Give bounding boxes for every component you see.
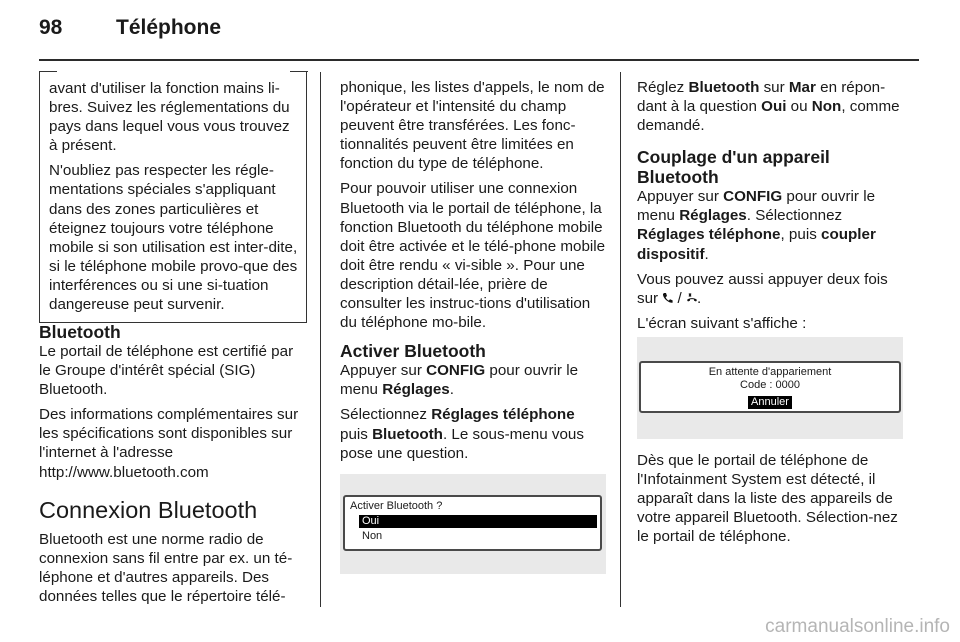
option-no[interactable]: Non [362, 530, 383, 542]
pairing-dialog [639, 361, 901, 413]
bluetooth-paragraph-1: Le portail de téléphone est certifié par le Groupe d'intérêt spécial (SIG) Bluetooth. [39, 343, 294, 399]
column-2-paragraph-2: Pour pouvoir utiliser une connexion Bluetooth via le portail de téléphone, la fonction Bluetooth du téléphone mobile doit être activée et le télé-phone mobile doit être rendu « vi-sible ». Pour une description détail-lée, prière de consulter les instruc-tions d'utilisation du téléphone mo-bile. [340, 180, 606, 332]
column-divider-2 [620, 72, 621, 607]
option-yes[interactable]: Oui [359, 515, 597, 528]
column-2-paragraph-3: Appuyer sur CONFIG pour ouvrir le menu Réglages. [340, 362, 579, 399]
pairing-screenshot [637, 337, 903, 439]
cancel-row [641, 392, 899, 410]
column-3-paragraph-5: Dès que le portail de téléphone de l'Infotainment System est détecté, il apparaît dans la liste des appareils de votre appareil Bluetooth. Sélection-nez le portail de téléphone. [637, 452, 898, 546]
column-divider-1 [320, 72, 321, 607]
note-paragraph-1: avant d'utiliser la fonction mains li-bres. Suivez les réglementations du pays dans lequel vous vous trouvez à présent. [49, 80, 290, 155]
column-1-body [39, 322, 305, 612]
pairing-code-text: Code : 0000 [740, 379, 800, 391]
watermark-text: carmanualsonline.info [765, 616, 950, 637]
page-number: 98 [39, 16, 63, 39]
connexion-paragraph-1: Bluetooth est une norme radio de connexion sans fil entre par ex. un té-léphone et d'autres appareils. Des données telles que le répertoire télé- [39, 530, 293, 605]
cancel-button[interactable]: Annuler [748, 396, 792, 409]
bluetooth-heading: Bluetooth [39, 322, 121, 342]
phone-icon [662, 290, 673, 302]
bluetooth-paragraph-2: Des informations complémentaires sur les spécifications sont disponibles sur l'internet à l'adresse http://www.bluetooth.com [39, 406, 299, 481]
activate-bluetooth-screenshot [340, 474, 606, 574]
header-rule [39, 59, 919, 61]
column-3-paragraph-3: Vous pouvez aussi appuyer deux fois sur / . [637, 270, 888, 307]
activate-bluetooth-dialog [343, 495, 602, 551]
column-3-body-bottom [637, 451, 903, 552]
activate-bluetooth-heading: Activer Bluetooth [340, 341, 486, 362]
column-3-paragraph-1: Réglez Bluetooth sur Mar en répon-dant à la question Oui ou Non, comme demandé. [637, 79, 900, 135]
connexion-heading: Connexion Bluetooth [39, 496, 258, 523]
column-3-paragraph-2: Appuyer sur CONFIG pour ouvrir le menu Réglages. Sélectionnez Réglages téléphone, puis coupler dispositif. [637, 188, 876, 263]
page-title: Téléphone [116, 16, 222, 39]
column-2-body [340, 78, 606, 469]
column-2-paragraph-4: Sélectionnez Réglages téléphone puis Bluetooth. Le sous-menu vous pose une question. [340, 406, 584, 462]
column-3-body-top [637, 78, 903, 339]
column-2-paragraph-1: phonique, les listes d'appels, le nom de l'opérateur et l'intensité du champ peuvent être transférées. Les fonc-tionnalités peuvent être limitées en fonction du type de téléphone. [340, 79, 605, 173]
phone-hangup-icon [686, 290, 697, 302]
pairing-waiting-text: En attente d'appariement [708, 366, 832, 378]
pairing-heading: Couplage d'un appareil Bluetooth [637, 147, 830, 188]
note-box [39, 71, 307, 323]
note-paragraph-2: N'oubliez pas respecter les régle-mentations spéciales s'appliquant dans des zones particulières et éteignez toujours votre téléphone mobile si son utilisation est inter-dite, si le téléphone mobile provo-que des interférences ou si une si-tuation dangereuse peut survenir. [49, 162, 298, 314]
column-3-paragraph-4: L'écran suivant s'affiche : [637, 314, 807, 332]
dialog-question: Activer Bluetooth ? [350, 500, 443, 512]
